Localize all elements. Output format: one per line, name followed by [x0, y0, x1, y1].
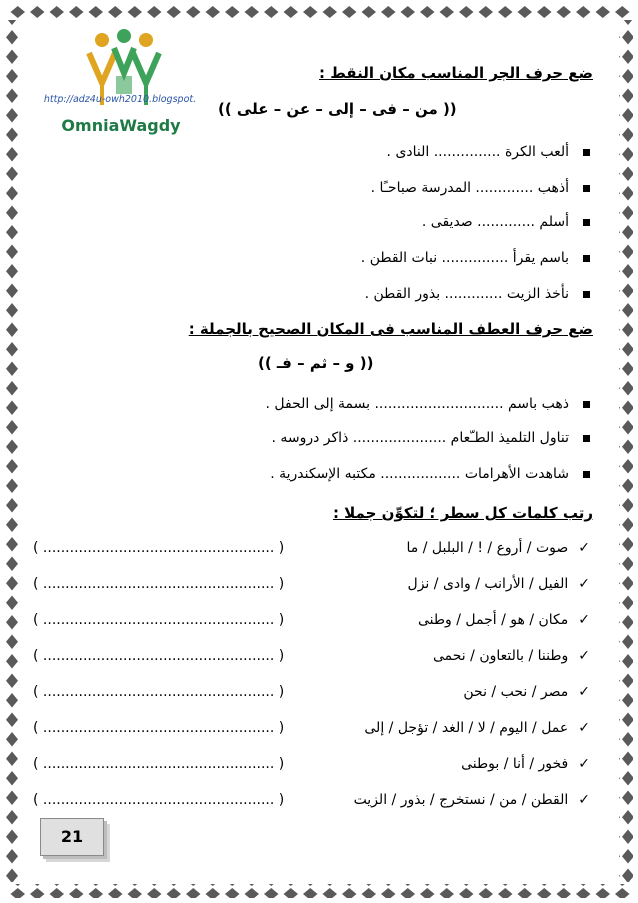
answer-blank: ( .................................................... )	[33, 648, 285, 664]
answer-blank: ( .................................................... )	[33, 792, 285, 808]
answer-blank: ( .................................................... )	[33, 612, 285, 628]
answer-blank: ( .................................................... )	[33, 540, 285, 556]
list-item: باسم يقرأ ............... نبات القطن .	[361, 250, 590, 266]
section1-heading: ضع حرف الجر المناسب مكان النقط :	[319, 64, 593, 82]
list-item: ✓القطن / من / نستخرج / بذور / الزيت	[353, 792, 590, 808]
logo-name: OmniaWagdy	[61, 116, 181, 135]
checkmark-icon: ✓	[578, 648, 590, 664]
section3-heading: رتب كلمات كل سطر ؛ لتكوِّن جملا :	[332, 504, 593, 522]
list-item: ✓الفيل / الأرانب / وادى / نزل	[407, 576, 590, 592]
checkmark-icon: ✓	[578, 540, 590, 556]
page-number: 21	[40, 818, 104, 856]
answer-blank: ( .................................................... )	[33, 720, 285, 736]
square-bullet-icon	[583, 255, 590, 262]
list-item: أسلم ............. صديقى .	[422, 214, 590, 230]
list-item: ✓مصر / نحب / نحن	[463, 684, 590, 700]
list-item: ذهب باسم ............................. بسمة إلى الحفل .	[266, 396, 590, 412]
list-item: تناول التلميذ الطـّعام ..................... ذاكر دروسه .	[271, 430, 590, 446]
square-bullet-icon	[583, 219, 590, 226]
square-bullet-icon	[583, 291, 590, 298]
list-item: ✓وطننا / بالتعاون / نحمى	[433, 648, 590, 664]
square-bullet-icon	[583, 471, 590, 478]
checkmark-icon: ✓	[578, 756, 590, 772]
checkmark-icon: ✓	[578, 792, 590, 808]
list-item: ✓مكان / هو / أجمل / وطنى	[417, 612, 590, 628]
list-item: أذهب ............. المدرسة صباحـًا .	[371, 180, 590, 196]
section2-choices: (( و – ثم – فـ ))	[258, 354, 374, 372]
checkmark-icon: ✓	[578, 576, 590, 592]
logo-url: http://adz4u-owh2010.blogspot.	[43, 94, 197, 105]
square-bullet-icon	[583, 401, 590, 408]
logo-graphic	[54, 28, 194, 126]
list-item: شاهدت الأهرامات .................. مكتبه الإسكندرية .	[270, 466, 590, 482]
section1-choices: (( من – فى – إلى – عن – على ))	[218, 100, 457, 118]
square-bullet-icon	[583, 149, 590, 156]
checkmark-icon: ✓	[578, 612, 590, 628]
square-bullet-icon	[583, 435, 590, 442]
list-item: ✓صوت / أروع / ! / البلبل / ما	[406, 540, 590, 556]
list-item: ✓فخور / أنا / بوطنى	[461, 756, 590, 772]
answer-blank: ( .................................................... )	[33, 756, 285, 772]
answer-blank: ( .................................................... )	[33, 576, 285, 592]
section2-heading: ضع حرف العطف المناسب فى المكان الصحيح بالجملة :	[188, 320, 593, 338]
list-item: ✓عمل / اليوم / لا / الغد / تؤجل / إلى	[364, 720, 590, 736]
square-bullet-icon	[583, 185, 590, 192]
checkmark-icon: ✓	[578, 684, 590, 700]
answer-blank: ( .................................................... )	[33, 684, 285, 700]
list-item: نأخذ الزيت ............. بذور القطن .	[365, 286, 590, 302]
checkmark-icon: ✓	[578, 720, 590, 736]
list-item: ألعب الكرة ............... النادى .	[387, 144, 590, 160]
